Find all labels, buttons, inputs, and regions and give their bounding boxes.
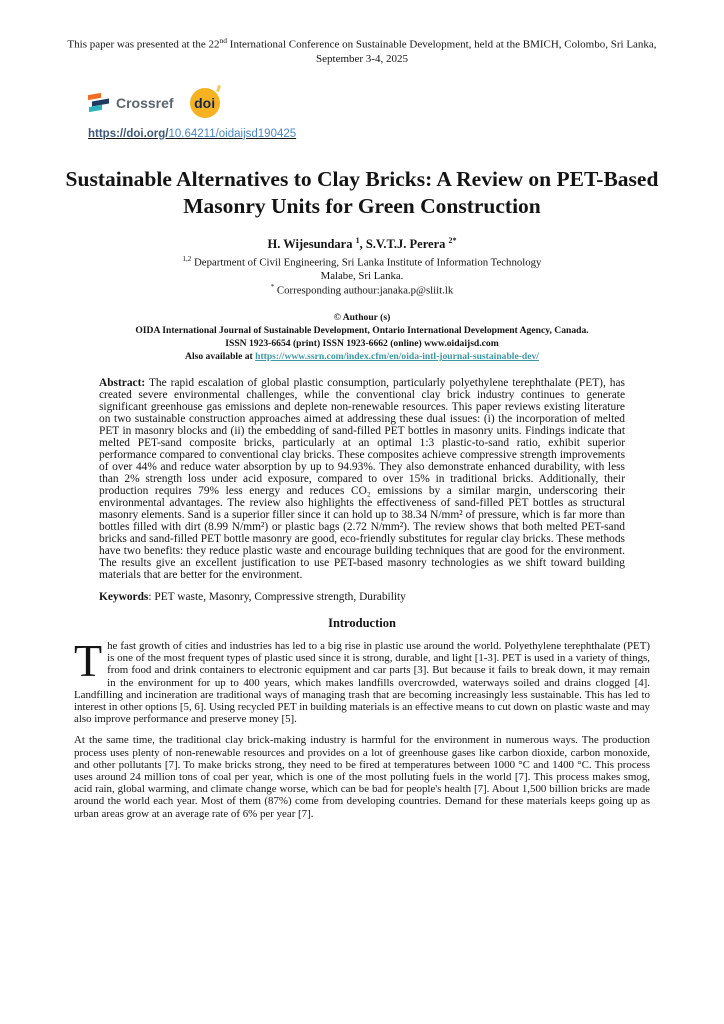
author-separator: ,: [359, 236, 366, 251]
conference-note-rest: International Conference on Sustainable Development, held at the BMICH, Colombo, Sri Lanka, September 3-4, 2025: [227, 38, 657, 66]
journal-imprint: [0, 311, 724, 364]
introduction-paragraph-1-text: he fast growth of cities and industries has led to a big rise in plastic use around the world. Polyethylene terephthalate (PET) is one of the most frequent types of plastic used since it is strong, durable, and light [1-3]. PET is used in a variety of things, from food and drink containers to electronic equipment and car parts [3]. But because it fails to break down, it may remain in the environment for up to 400 years, which makes landfills overcrowded, waterways soiled and drains clogged [4]. Landfilling and incineration are traditional ways of managing trash that are becoming increasingly less sustainable. This has led to interest in other options [5, 6]. Using recycled PET in building materials is an effective means to cut down on plastic waste and may also improve performance and preserve money [5].: [74, 640, 650, 726]
crossref-icon-stripe-teal: [89, 105, 102, 112]
doi-hyperlink-prefix: https://doi.org/: [88, 127, 169, 140]
crossref-icon: [88, 92, 110, 114]
keywords-text: : PET waste, Masonry, Compressive strength, Durability: [148, 591, 406, 604]
affiliation-line: [0, 255, 724, 270]
copyright-line: © Authour (s): [333, 311, 391, 323]
crossref-icon-stripe-orange: [88, 93, 101, 100]
introduction-paragraph-1: [74, 635, 650, 726]
corresponding-author-line: [0, 283, 724, 298]
author-2-affiliation-mark: 2*: [448, 235, 457, 245]
introduction-heading: Introduction: [328, 616, 396, 631]
corresponding-mark: *: [270, 282, 275, 291]
author-2: S.V.T.J. Perera: [365, 236, 449, 251]
doi-logo-label: doi: [194, 94, 216, 111]
issn-line: ISSN 1923-6654 (print) ISSN 1923-6662 (online) www.oidaijsd.com: [225, 338, 499, 350]
author-1: H. Wijesundara: [267, 236, 356, 251]
logos-row: [88, 87, 724, 119]
affiliation-location: Malabe, Sri Lanka.: [320, 269, 404, 282]
abstract-label: Abstract:: [99, 376, 146, 389]
ssrn-hyperlink[interactable]: https://www.ssrn.com/index.cfm/en/oida-intl-journal-sustainable-dev/: [255, 351, 539, 363]
conference-note-ordinal: nd: [219, 36, 228, 45]
authors-line: [0, 236, 724, 252]
doi-logo: [190, 88, 220, 118]
journal-name-line: OIDA International Journal of Sustainable Development, Ontario International Development Agency, Canada.: [135, 324, 589, 336]
conference-note: [67, 0, 657, 67]
keywords-line: [99, 591, 625, 603]
also-available-line: [0, 350, 724, 363]
crossref-logo: [88, 92, 174, 114]
crossref-label: Crossref: [116, 94, 174, 111]
abstract-paragraph: [99, 377, 625, 582]
affiliation-marks: 1,2: [182, 254, 192, 263]
conference-note-pre: This paper was presented at the 22: [67, 38, 220, 51]
also-available-label: Also available at: [185, 351, 256, 363]
doi-hyperlink-suffix: 10.64211/oidaijsd190425: [168, 127, 297, 140]
doi-hyperlink[interactable]: [88, 128, 296, 140]
dropcap-letter: T: [74, 635, 103, 687]
doi-logo-registered-mark: [216, 84, 221, 92]
author-1-affiliation-mark: 1: [355, 235, 360, 245]
introduction-paragraph-2: At the same time, the traditional clay brick-making industry is harmful for the environment in numerous ways. The production process uses plenty of non-renewable resources and provides on a lot of greenhouse gases like carbon dioxide, carbon monoxide, and other pollutants [7]. To make bricks strong, they need to be fired at temperatures between 1000 °C and 1400 °C. This process uses around 24 million tons of coal per year, which is one of the most polluting fuels in the world [7]. This process makes smog, acid rain, global warming, and climate change worse, which can be bad for people's health [7]. About 1,500 billion bricks are made around the world each year. Most of them (87%) come from developing countries. Demand for these materials keeps going up as urban areas grow at an average rate of 6% per year [7].: [74, 734, 650, 820]
paper-title: Sustainable Alternatives to Clay Bricks: A Review on PET-Based Masonry Units for Green Construction: [65, 166, 659, 219]
corresponding-email: Corresponding authour:janaka.p@sliit.lk: [274, 284, 454, 297]
affiliation-department: Department of Civil Engineering, Sri Lanka Institute of Information Technology: [191, 256, 542, 269]
keywords-label: Keywords: [99, 591, 149, 604]
abstract-text: The rapid escalation of global plastic consumption, particularly polyethylene terephthalate (PET), has created severe environmental challenges, while the conventional clay brick industry continues to generate significant greenhouse gas emissions and deplete non-renewable resources. This paper reviews existing literature on two sustainable construction approaches aimed at addressing these dual issues: (i) the incorporation of melted PET in masonry blocks and (ii) the embedding of sand-filled PET bottles in masonry units. Findings indicate that melted PET-sand composite bricks, particularly at an optimal 1:3 plastic-to-sand ratio, exhibit superior performance compared to conventional clay bricks. These composites achieve compressive strength improvements of over 44% and reduce water absorption by up to 94.93%. They also demonstrate enhanced durability, with less than 2% strength loss under acid exposure, compared to over 15% in traditional bricks. Additionally, their production requires 79% less energy and reduces CO₂ emissions by a similar margin, underscoring their environmental advantages. The review also highlights the effectiveness of sand-filled PET bottles as structural masonry elements. Sand is a superior filler since it can hold up to 38.34 N/mm² of pressure, which is far more than bottles filled with dirt (8.99 N/mm²) or plastic bags (2.72 N/mm²). The review shows that both melted PET-sand bricks and sand-filled PET bottle masonry are good, eco-friendly substitutes for regular clay bricks. These methods have two benefits: they reduce plastic waste and encourage building techniques that are good for the environment. The results give an excellent justification to use PET-based masonry technologies as we shift toward building materials that are better for the environment.: [99, 376, 625, 582]
